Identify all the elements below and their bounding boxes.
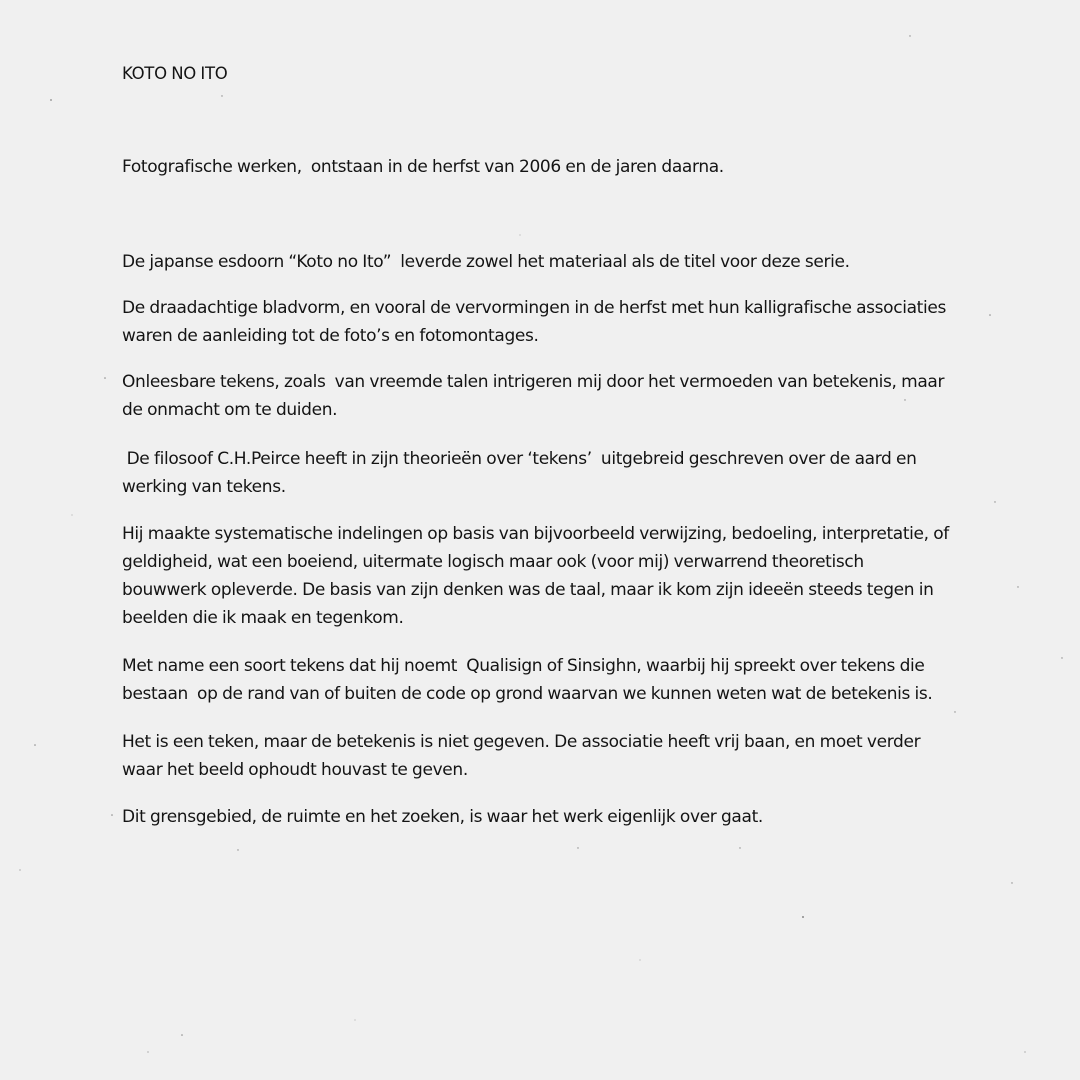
document-title: KOTO NO ITO bbox=[122, 64, 228, 83]
paragraph: Het is een teken, maar de betekenis is niet gegeven. De associatie heeft vrij baan, en moet verder waar het beeld ophoudt houvast te geven. bbox=[122, 732, 921, 780]
paragraph: Hij maakte systematische indelingen op basis van bijvoorbeeld verwijzing, bedoeling, interpretatie, of geldigheid, wat een boeiend, uitermate logisch maar ook (voor mij) verwarrend theoretisch bouwwerk opleverde. De basis van zijn denken was de taal, maar ik kom zijn ideeën steeds tegen in beelden die ik maak en tegenkom. bbox=[122, 524, 949, 628]
paragraph: De japanse esdoorn “Koto no Ito” leverde zowel het materiaal als de titel voor deze serie. bbox=[122, 252, 850, 272]
paragraph: De filosoof C.H.Peirce heeft in zijn theorieën over ‘tekens’ uitgebreid geschreven over de aard en werking van tekens. bbox=[122, 449, 917, 497]
paragraph: De draadachtige bladvorm, en vooral de vervormingen in de herfst met hun kalligrafische associaties waren de aanleiding tot de foto’s en fotomontages. bbox=[122, 298, 946, 346]
paragraph: Met name een soort tekens dat hij noemt Qualisign of Sinsighn, waarbij hij spreekt over tekens die bestaan op de rand van of buiten de code op grond waarvan we kunnen weten wat de betekenis is. bbox=[122, 656, 933, 704]
paragraph: Onleesbare tekens, zoals van vreemde talen intrigeren mij door het vermoeden van betekenis, maar de onmacht om te duiden. bbox=[122, 372, 945, 420]
paragraph: Fotografische werken, ontstaan in de herfst van 2006 en de jaren daarna. bbox=[122, 157, 724, 177]
paragraph: Dit grensgebied, de ruimte en het zoeken, is waar het werk eigenlijk over gaat. bbox=[122, 807, 763, 827]
